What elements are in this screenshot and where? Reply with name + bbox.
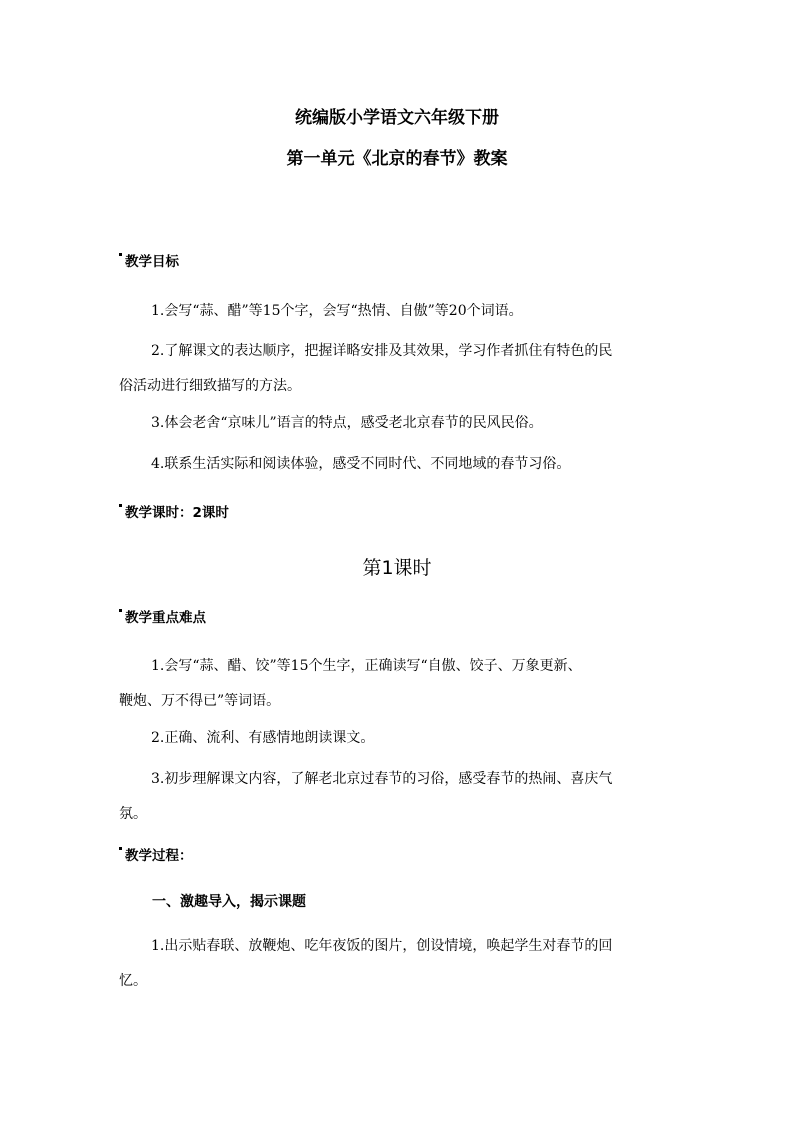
key-point-3 (119, 762, 675, 832)
key-points-heading (119, 609, 206, 627)
goal-item-2-text: 2.了解课文的表达顺序，把握详略安排及其效果，学习作者抓住有特色的民 (151, 343, 613, 359)
bullet-mark (119, 847, 122, 850)
goals-heading-text: 教学目标 (125, 254, 179, 270)
goal-item-4-text: 4.联系生活实际和阅读体验，感受不同时代、不同地域的春节习俗。 (151, 456, 571, 472)
bullet-mark (119, 504, 122, 507)
key-point-3-text-cont: 氛。 (119, 806, 147, 822)
goal-item-3 (119, 406, 675, 441)
key-point-2-text: 2.正确、流利、有感情地朗读课文。 (151, 730, 375, 746)
goal-item-4 (119, 447, 675, 482)
key-points-heading-text: 教学重点难点 (125, 610, 206, 626)
process-step-1-item-1 (119, 929, 675, 999)
document-subtitle: 第一单元《北京的春节》教案 (286, 149, 508, 169)
document-title: 统编版小学语文六年级下册 (295, 108, 499, 128)
hours-heading-text: 教学课时：2课时 (125, 505, 229, 521)
key-point-2 (119, 721, 675, 756)
lesson-title: 第1课时 (362, 557, 432, 579)
key-point-1-text: 1.会写“蒜、醋、饺”等15个生字，正确读写“自傲、饺子、万象更新、 (151, 658, 582, 674)
process-step-1-item-1-text: 1.出示贴春联、放鞭炮、吃年夜饭的图片，创设情境，唤起学生对春节的回 (151, 938, 613, 954)
key-point-3-text: 3.初步理解课文内容，了解老北京过春节的习俗，感受春节的热闹、喜庆气 (151, 771, 613, 787)
process-heading (119, 847, 193, 865)
goal-item-2 (119, 334, 675, 404)
goal-item-1 (119, 294, 675, 329)
bullet-mark (119, 253, 122, 256)
process-step-1-title: 一、激趣导入，揭示课题 (152, 894, 306, 910)
hours-heading (119, 504, 229, 522)
process-step-1-item-1-text-cont: 忆。 (119, 973, 147, 989)
bullet-mark (119, 609, 122, 612)
goals-heading (119, 253, 179, 271)
process-heading-text: 教学过程： (125, 848, 193, 864)
key-point-1-text-cont: 鞭炮、万不得已”等词语。 (119, 693, 281, 709)
goal-item-1-text: 1.会写“蒜、醋”等15个字，会写“热情、自傲”等20个词语。 (151, 303, 523, 319)
goal-item-2-text-cont: 俗活动进行细致描写的方法。 (119, 378, 301, 394)
key-point-1 (119, 649, 675, 719)
goal-item-3-text: 3.体会老舍“京味儿”语言的特点，感受老北京春节的民风民俗。 (151, 415, 543, 431)
